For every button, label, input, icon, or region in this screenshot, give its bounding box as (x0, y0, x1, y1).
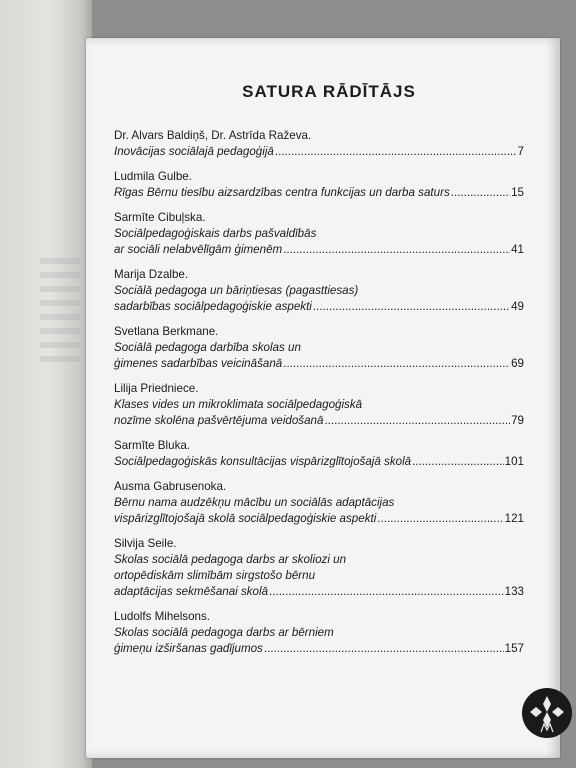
entry-title-line (114, 299, 524, 315)
book-page (86, 38, 560, 758)
entry-title: vispārizglītojošajā skolā sociālpedagoģiskie aspekti (114, 512, 377, 525)
entry-title: ģimeņu izširšanas gadījumos (114, 642, 263, 655)
entry-title: Klases vides un mikroklimata sociālpedagoģiskā (114, 398, 363, 411)
entry-title: Sociālā pedagoga darbība skolas un (114, 341, 301, 354)
toc-entry (114, 267, 524, 315)
entry-title: Sociālpedagoģiskās konsultācijas vispārizglītojošajā skolā (114, 455, 412, 468)
page-number: 133 (504, 585, 524, 598)
table-of-contents (114, 82, 524, 666)
entry-author: Lilija Priedniece. (114, 382, 199, 395)
ghost-text (40, 300, 80, 306)
entry-author: Marija Dzalbe. (114, 268, 189, 281)
page-number: 157 (504, 642, 524, 655)
ghost-text (40, 258, 80, 264)
toc-entry (114, 169, 524, 201)
entry-title-line (114, 397, 524, 413)
entry-author: Sarmīte Bluka. (114, 439, 191, 452)
entry-title-line (114, 495, 524, 511)
entry-title-line (114, 584, 524, 600)
dot-leader (324, 413, 510, 429)
dot-leader (275, 144, 517, 160)
entry-title: Skolas sociālā pedagoga darbs ar bērniem (114, 626, 334, 639)
page-number: 49 (511, 300, 524, 313)
toc-entry (114, 609, 524, 657)
entry-title: ortopēdiskām slimībām sirgstošo bērnu (114, 569, 316, 582)
dot-leader (451, 185, 510, 201)
entry-title-line (114, 552, 524, 568)
entry-title-line (114, 226, 524, 242)
entry-title-line (114, 185, 524, 201)
page-number: 41 (511, 243, 524, 256)
entry-title: Skolas sociālā pedagoga darbs ar skoliozi un (114, 553, 347, 566)
page-number: 7 (517, 145, 524, 158)
dot-leader (283, 356, 510, 372)
entry-author: Svetlana Berkmane. (114, 325, 219, 338)
ghost-text (40, 356, 80, 362)
entry-title-line (114, 242, 524, 258)
entry-title: Rīgas Bērnu tiesību aizsardzības centra funkcijas un darba saturs (114, 186, 450, 199)
entry-title: Inovācijas sociālajā pedagoģijā (114, 145, 274, 158)
ghost-text (40, 314, 80, 320)
entry-author: Silvija Seile. (114, 537, 177, 550)
dot-leader (264, 641, 504, 657)
dot-leader (412, 454, 504, 470)
toc-entry (114, 210, 524, 258)
entry-title-line (114, 340, 524, 356)
toc-entries (114, 128, 524, 657)
entry-author: Sarmīte Cibuļska. (114, 211, 206, 224)
entry-author: Ausma Gabrusenoka. (114, 480, 227, 493)
toc-entry (114, 381, 524, 429)
dot-leader (269, 584, 504, 600)
entry-title: nozīme skolēna pašvērtējuma veidošanā (114, 414, 324, 427)
entry-author: Ludolfs Mihelsons. (114, 610, 211, 623)
entry-author: Dr. Alvars Baldiņš, Dr. Astrīda Raževa. (114, 129, 312, 142)
toc-entry (114, 324, 524, 372)
page-number: 69 (511, 357, 524, 370)
ghost-text (40, 328, 80, 334)
toc-entry (114, 479, 524, 527)
dot-leader (283, 242, 510, 258)
entry-title-line (114, 625, 524, 641)
entry-title: Bērnu nama audzēkņu mācību un sociālās adaptācijas (114, 496, 395, 509)
entry-title: adaptācijas sekmēšanai skolā (114, 585, 269, 598)
entry-title: ģimenes sadarbības veicināšanā (114, 357, 283, 370)
entry-title: ar sociāli nelabvēlīgām ģimenēm (114, 243, 283, 256)
dot-leader (313, 299, 510, 315)
entry-title-line (114, 356, 524, 372)
entry-title-line (114, 144, 524, 160)
toc-entry (114, 128, 524, 160)
toc-entry (114, 438, 524, 470)
ghost-text (40, 272, 80, 278)
ghost-text (40, 286, 80, 292)
entry-title: Sociālpedagoģiskais darbs pašvaldībās (114, 227, 317, 240)
page-title: SATURA RĀDĪTĀJS (242, 82, 416, 101)
ghost-text (40, 342, 80, 348)
entry-title-line (114, 511, 524, 527)
entry-title-line (114, 283, 524, 299)
entry-title-line (114, 568, 524, 584)
left-page-edge (0, 0, 92, 768)
entry-title-line (114, 413, 524, 429)
entry-title-line (114, 454, 524, 470)
page-number: 15 (511, 186, 524, 199)
dot-leader (377, 511, 503, 527)
page-number: 101 (504, 455, 524, 468)
toc-entry (114, 536, 524, 600)
page-number: 79 (511, 414, 524, 427)
entry-title: Sociālā pedagoga un bāriņtiesas (pagasttiesas) (114, 284, 359, 297)
entry-author: Ludmila Gulbe. (114, 170, 192, 183)
watermark-logo-icon (522, 688, 572, 738)
page-number: 121 (504, 512, 524, 525)
entry-title: sadarbības sociālpedagoģiskie aspekti (114, 300, 312, 313)
entry-title-line (114, 641, 524, 657)
